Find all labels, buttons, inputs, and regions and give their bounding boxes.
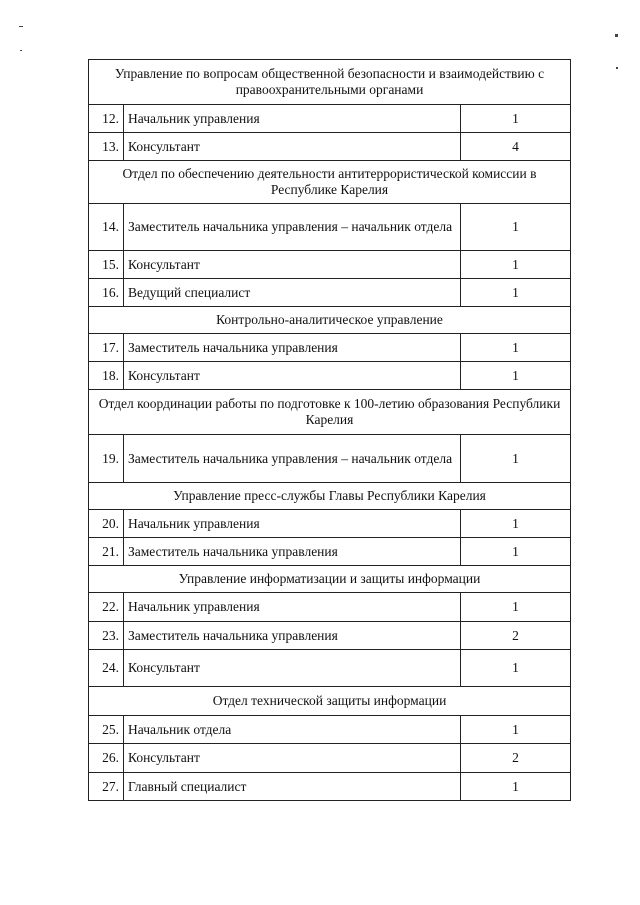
row-number: 22. [89,593,124,622]
section-header-row [89,307,571,334]
table-row [89,251,571,279]
position-title: Заместитель начальника управления [124,334,461,362]
table-row [89,716,571,744]
position-count: 1 [461,773,571,801]
position-count: 1 [461,251,571,279]
position-count: 1 [461,510,571,538]
table-row [89,773,571,801]
table-row [89,133,571,161]
section-title: Отдел по обеспечению деятельности антитеррористической комиссии в Республике Карелия [89,161,571,204]
row-number: 16. [89,279,124,307]
position-count: 1 [461,538,571,566]
table-row [89,650,571,687]
section-title: Управление по вопросам общественной безопасности и взаимодействию с правоохранительными органами [89,60,571,105]
section-title: Отдел координации работы по подготовке к 100-летию образования Республики Карелия [89,390,571,435]
table-row [89,510,571,538]
row-number: 27. [89,773,124,801]
section-header-row [89,483,571,510]
table-row [89,279,571,307]
position-count: 1 [461,593,571,622]
staff-table-container [88,59,570,801]
row-number: 23. [89,622,124,650]
scan-speck [19,26,23,27]
position-count: 1 [461,650,571,687]
position-title: Начальник отдела [124,716,461,744]
section-title: Отдел технической защиты информации [89,687,571,716]
position-title: Заместитель начальника управления – начальник отдела [124,435,461,483]
row-number: 20. [89,510,124,538]
row-number: 25. [89,716,124,744]
position-title: Консультант [124,744,461,773]
table-row [89,744,571,773]
position-title: Консультант [124,251,461,279]
position-title: Начальник управления [124,510,461,538]
section-header-row [89,60,571,105]
position-count: 1 [461,362,571,390]
position-title: Заместитель начальника управления – начальник отдела [124,204,461,251]
position-count: 4 [461,133,571,161]
position-title: Консультант [124,362,461,390]
position-title: Консультант [124,133,461,161]
row-number: 13. [89,133,124,161]
position-count: 2 [461,622,571,650]
position-count: 1 [461,279,571,307]
position-title: Главный специалист [124,773,461,801]
section-title: Управление пресс-службы Главы Республики Карелия [89,483,571,510]
position-title: Заместитель начальника управления [124,538,461,566]
section-header-row [89,687,571,716]
scan-speck [20,50,22,51]
position-count: 1 [461,435,571,483]
table-row [89,334,571,362]
position-title: Консультант [124,650,461,687]
section-header-row [89,390,571,435]
position-title: Начальник управления [124,593,461,622]
table-row [89,538,571,566]
position-count: 2 [461,744,571,773]
row-number: 19. [89,435,124,483]
position-count: 1 [461,204,571,251]
section-header-row [89,161,571,204]
table-row [89,435,571,483]
row-number: 15. [89,251,124,279]
section-header-row [89,566,571,593]
row-number: 17. [89,334,124,362]
section-title: Управление информатизации и защиты информации [89,566,571,593]
position-count: 1 [461,334,571,362]
row-number: 26. [89,744,124,773]
position-title: Заместитель начальника управления [124,622,461,650]
position-title: Ведущий специалист [124,279,461,307]
section-title: Контрольно-аналитическое управление [89,307,571,334]
row-number: 12. [89,105,124,133]
table-row [89,204,571,251]
scan-speck [615,34,618,37]
table-row [89,622,571,650]
table-row [89,105,571,133]
table-row [89,593,571,622]
position-count: 1 [461,716,571,744]
scan-speck [616,67,618,69]
staff-positions-table [88,59,571,801]
table-row [89,362,571,390]
row-number: 18. [89,362,124,390]
row-number: 14. [89,204,124,251]
row-number: 24. [89,650,124,687]
row-number: 21. [89,538,124,566]
position-count: 1 [461,105,571,133]
position-title: Начальник управления [124,105,461,133]
